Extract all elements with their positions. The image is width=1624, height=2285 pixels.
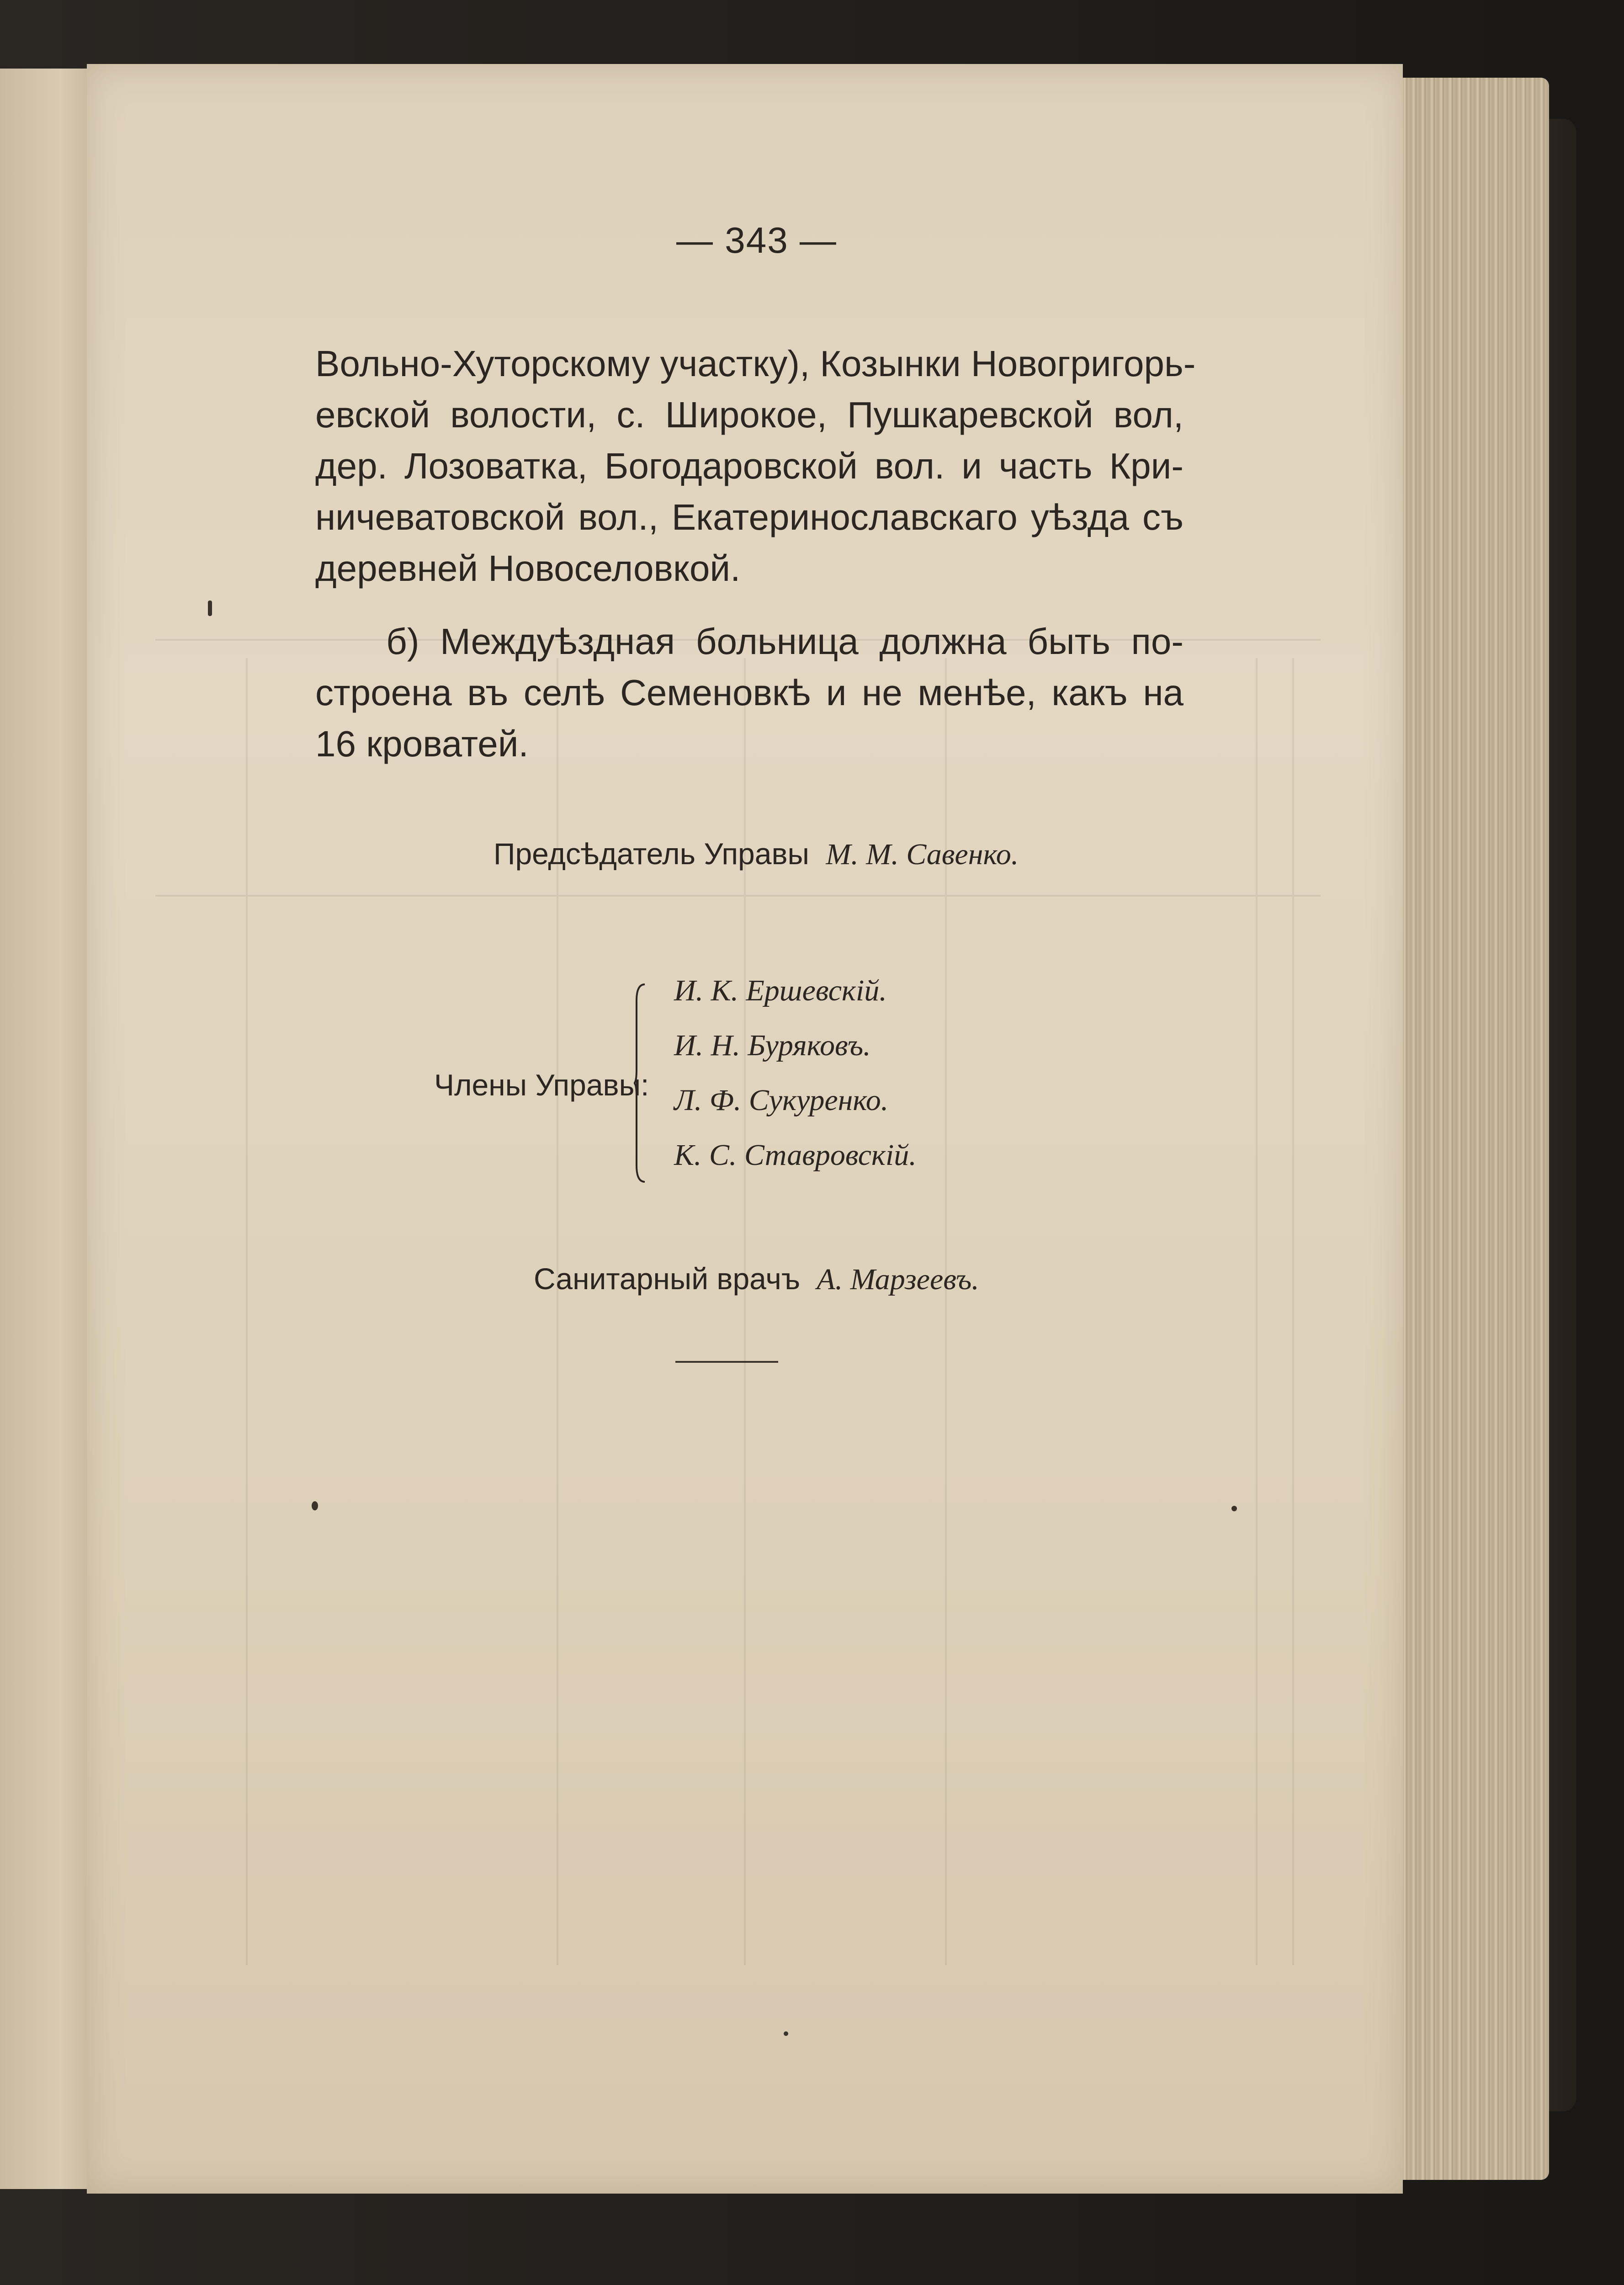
closing-rule bbox=[675, 1361, 778, 1363]
member-name-2: И. Н. Буряковъ. bbox=[674, 1029, 871, 1062]
ink-speck bbox=[1231, 1506, 1237, 1511]
paragraph-a-line-1: Вольно-Хуторскому участку), Козынки Новогригорь- bbox=[315, 343, 1196, 384]
doctor-signature bbox=[534, 1261, 979, 1297]
ink-speck bbox=[208, 600, 212, 616]
doctor-label: Санитарный врачъ bbox=[534, 1262, 801, 1296]
chairman-name: М. М. Савенко. bbox=[826, 838, 1019, 871]
paragraph-a-line-5: деревней Новоселовкой. bbox=[315, 548, 741, 589]
members-brace bbox=[633, 983, 647, 1184]
ink-speck bbox=[312, 1501, 318, 1510]
member-name-4: К. С. Ставровскій. bbox=[674, 1138, 917, 1172]
doctor-name: А. Марзеевъ. bbox=[817, 1263, 979, 1296]
paragraph-a-line-4: ничеватовской вол., Екатеринославскаго уѣзда съ bbox=[315, 497, 1184, 537]
paragraph-b-line-2: строена въ селѣ Семеновкѣ и не менѣе, какъ на bbox=[315, 672, 1184, 713]
document-page bbox=[87, 64, 1403, 2194]
left-page-fragment bbox=[0, 69, 90, 2189]
paragraph-b-line-1: б) Междуѣздная больница должна быть по- bbox=[386, 621, 1184, 662]
chairman-signature bbox=[494, 836, 1019, 872]
paragraph-b-line-3: 16 кроватей. bbox=[315, 723, 529, 764]
member-name-3: Л. Ф. Сукуренко. bbox=[674, 1084, 889, 1117]
paragraph-a-line-2: евской волости, с. Широкое, Пушкаревской вол, bbox=[315, 394, 1184, 435]
paragraph-a-line-3: дер. Лозоватка, Богодаровской вол. и часть Кри- bbox=[315, 446, 1184, 486]
page-number: — 343 — bbox=[676, 220, 837, 260]
ink-speck bbox=[784, 2031, 788, 2036]
page-stack-edges bbox=[1398, 78, 1549, 2180]
members-label: Члены Управы: bbox=[434, 1068, 649, 1102]
member-name-1: И. К. Ершевскій. bbox=[674, 974, 887, 1007]
chairman-label: Предсѣдатель Управы bbox=[494, 837, 809, 871]
